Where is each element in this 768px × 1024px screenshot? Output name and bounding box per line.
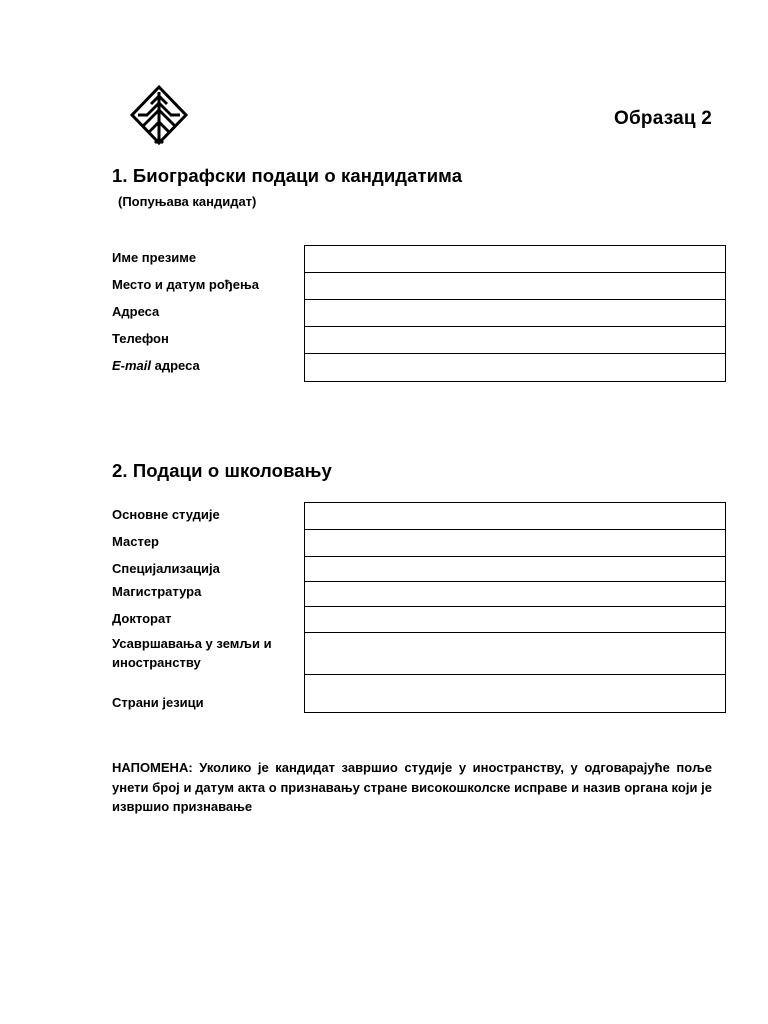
label-email-italic: E-mail — [112, 358, 152, 373]
label-foreign-languages: Страни језици — [112, 695, 204, 710]
address-field[interactable] — [304, 299, 726, 327]
label-email — [112, 356, 298, 375]
birth-place-date-field[interactable] — [304, 272, 726, 300]
label-address: Адреса — [112, 304, 160, 319]
note-heading: НАПОМЕНА: — [112, 760, 193, 775]
specialization-field[interactable] — [304, 556, 726, 582]
training-field[interactable] — [304, 632, 726, 675]
section-title-biography: 1. Биографски подаци о кандидатима — [112, 165, 463, 186]
doctorate-field[interactable] — [304, 606, 726, 633]
label-specialization: Специјализација — [112, 561, 220, 576]
section-subtitle: (Попуњава кандидат) — [118, 194, 257, 209]
label-doctorate: Докторат — [112, 611, 172, 626]
label-basic-studies: Основне студије — [112, 507, 220, 522]
master-field[interactable] — [304, 529, 726, 557]
note-paragraph — [112, 758, 712, 817]
email-field[interactable] — [304, 353, 726, 382]
label-master: Мастер — [112, 534, 159, 549]
section-title-education: 2. Подаци о школовању — [112, 460, 332, 481]
label-magistracy: Магистратура — [112, 584, 202, 599]
phone-field[interactable] — [304, 326, 726, 354]
label-training: Усавршавања у земљи и иностранству — [112, 636, 272, 670]
full-name-field[interactable] — [304, 245, 726, 273]
note-text: Уколико је кандидат завршио студије у иностранству, у одговарајуће поље унети број и датум акта о признавању стране високошколске исправе и назив органа који је извршио признавање — [112, 760, 712, 814]
form-number: Образац 2 — [613, 108, 712, 129]
magistracy-field[interactable] — [304, 581, 726, 607]
basic-studies-field[interactable] — [304, 502, 726, 530]
label-email-rest: адреса — [151, 358, 200, 373]
label-full-name: Име презиме — [112, 250, 197, 265]
ornament-emblem-icon — [128, 84, 190, 148]
label-phone: Телефон — [112, 331, 169, 346]
label-birth-place-date: Место и датум рођења — [112, 277, 259, 292]
foreign-languages-field[interactable] — [304, 674, 726, 713]
